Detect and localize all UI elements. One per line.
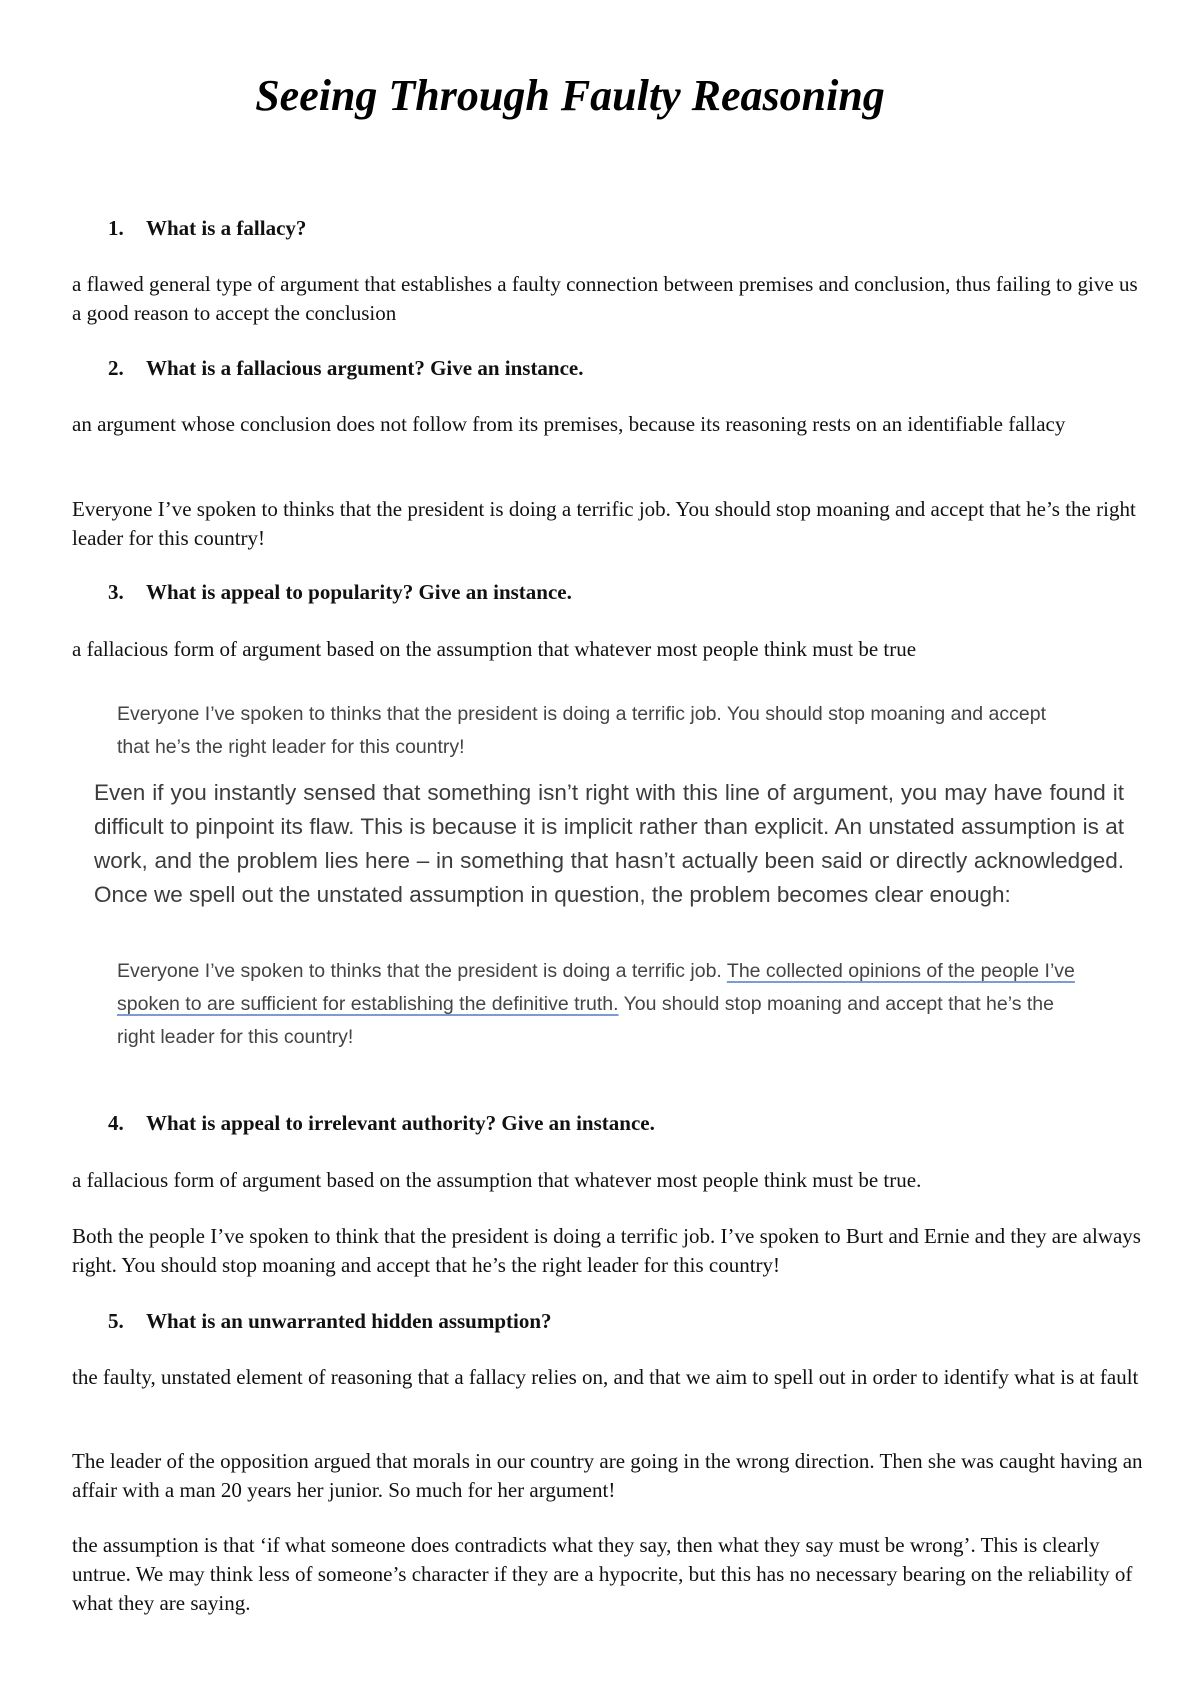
question-1 — [108, 216, 306, 241]
question-2 — [108, 356, 584, 381]
excerpt-text: Everyone I’ve spoken to thinks that the president is doing a terrific job. — [117, 960, 727, 982]
question-text: What is an unwarranted hidden assumption? — [146, 1309, 552, 1333]
question-number: 5. — [108, 1309, 124, 1333]
answer-2: an argument whose conclusion does not follow from its premises, because its reasoning rests on an identifiable fallacy — [72, 412, 1066, 436]
question-number: 3. — [108, 580, 124, 604]
underlined-assumption: The collected opinions of the people I’ve spoken to are sufficient for establishing the definitive truth. — [117, 960, 1075, 1015]
answer-1: a flawed general type of argument that establishes a faulty connection between premises and conclusion, thus failing to give us a good reason to accept the conclusion — [72, 272, 1138, 325]
question-text: What is a fallacious argument? Give an instance. — [146, 356, 584, 380]
question-number: 4. — [108, 1111, 124, 1135]
book-excerpt-1: Everyone I’ve spoken to thinks that the president is doing a terrific job. You should stop moaning and accept that he’s the right leader for this country! — [117, 703, 1047, 758]
book-excerpt-2 — [117, 955, 1077, 1054]
question-3 — [108, 580, 572, 605]
question-4 — [108, 1111, 655, 1136]
question-number: 1. — [108, 216, 124, 240]
question-text: What is appeal to irrelevant authority? Give an instance. — [146, 1111, 655, 1135]
example-5: The leader of the opposition argued that morals in our country are going in the wrong direction. Then she was caught having an affair with a man 20 years her junior. So much for her argument! — [72, 1449, 1143, 1502]
example-4: Both the people I’ve spoken to think that the president is doing a terrific job. I’ve spoken to Burt and Ernie and they are always right. You should stop moaning and accept that he’s the right leader for this country! — [72, 1224, 1141, 1277]
question-text: What is a fallacy? — [146, 216, 307, 240]
answer-5: the faulty, unstated element of reasoning that a fallacy relies on, and that we aim to spell out in order to identify what is at fault — [72, 1365, 1139, 1389]
book-explanation: Even if you instantly sensed that something isn’t right with this line of argument, you may have found it difficult to pinpoint its flaw. This is because it is implicit rather than explicit. An unstated assumption is at work, and the problem lies here – in something that hasn’t actually been said or directly acknowledged. Once we spell out the unstated assumption in question, the problem becomes clear enough: — [94, 780, 1124, 907]
question-5 — [108, 1309, 552, 1334]
page-title: Seeing Through Faulty Reasoning — [255, 71, 885, 120]
example-2: Everyone I’ve spoken to thinks that the president is doing a terrific job. You should stop moaning and accept that he’s the right leader for this country! — [72, 497, 1136, 550]
answer-4: a fallacious form of argument based on the assumption that whatever most people think must be true. — [72, 1168, 922, 1192]
question-number: 2. — [108, 356, 124, 380]
question-text: What is appeal to popularity? Give an instance. — [146, 580, 572, 604]
answer-3: a fallacious form of argument based on the assumption that whatever most people think must be true — [72, 637, 917, 661]
excerpt-text: You should stop moaning and accept that he’s the right leader for this country! — [117, 993, 1054, 1048]
explanation-5: the assumption is that ‘if what someone does contradicts what they say, then what they say must be wrong’. This is clearly untrue. We may think less of someone’s character if they are a hypocrite, but this has no necessary bearing on the reliability of what they are saying. — [72, 1533, 1133, 1615]
